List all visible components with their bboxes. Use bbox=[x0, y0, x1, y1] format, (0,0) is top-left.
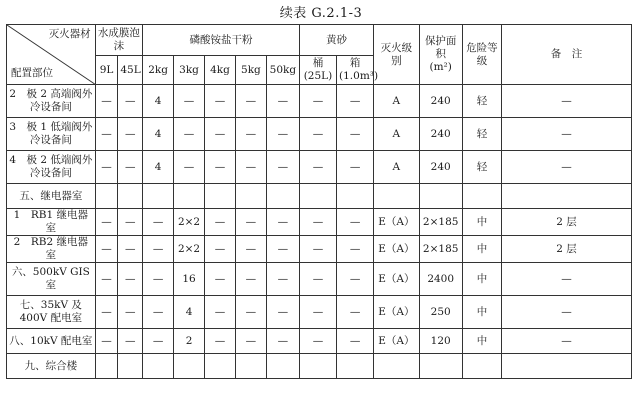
location-cell: 2 极 2 高端阀外冷设备间 bbox=[7, 85, 96, 118]
subheader-foam-45l: 45L bbox=[118, 56, 143, 85]
location-cell: 九、综合楼 bbox=[7, 354, 96, 379]
powder-3kg-cell: 2×2 bbox=[174, 209, 205, 236]
powder-3kg-cell: — bbox=[174, 85, 205, 118]
powder-4kg-cell: — bbox=[205, 236, 236, 263]
powder-4kg-cell: — bbox=[205, 85, 236, 118]
fire-class-cell: E（A） bbox=[374, 296, 419, 329]
foam-45l-cell bbox=[118, 354, 143, 379]
location-cell: 五、继电器室 bbox=[7, 184, 96, 209]
table-caption: 续表 G.2.1-3 bbox=[279, 6, 363, 21]
header-foam: 水成膜泡沫 bbox=[95, 25, 142, 56]
hazard-cell: 中 bbox=[462, 329, 501, 354]
hazard-cell: 中 bbox=[462, 209, 501, 236]
subheader-box-volume: (1.0m³) bbox=[339, 70, 379, 82]
fire-class-cell: E（A） bbox=[374, 236, 419, 263]
fire-equipment-table bbox=[6, 24, 632, 379]
powder-5kg-cell: — bbox=[235, 209, 266, 236]
subheader-sand-bucket bbox=[299, 56, 336, 85]
sand-bucket-cell: — bbox=[299, 151, 336, 184]
header-area bbox=[419, 25, 462, 85]
table-row bbox=[7, 329, 632, 354]
powder-2kg-cell: — bbox=[143, 236, 174, 263]
remark-cell: — bbox=[502, 85, 632, 118]
sand-box-cell bbox=[337, 184, 374, 209]
location-cell: 六、500kV GIS 室 bbox=[7, 263, 96, 296]
subheader-powder-2kg: 2kg bbox=[143, 56, 174, 85]
area-cell bbox=[419, 184, 462, 209]
powder-4kg-cell: — bbox=[205, 329, 236, 354]
powder-4kg-cell: — bbox=[205, 209, 236, 236]
subheader-box-label: 箱 bbox=[349, 57, 361, 69]
powder-3kg-cell: 2 bbox=[174, 329, 205, 354]
area-cell: 240 bbox=[419, 151, 462, 184]
area-cell: 120 bbox=[419, 329, 462, 354]
location-cell: 3 极 1 低端阀外冷设备间 bbox=[7, 118, 96, 151]
powder-5kg-cell: — bbox=[235, 236, 266, 263]
powder-50kg-cell: — bbox=[266, 263, 299, 296]
table-row bbox=[7, 296, 632, 329]
table-row bbox=[7, 236, 632, 263]
hazard-cell: 中 bbox=[462, 296, 501, 329]
sand-bucket-cell: — bbox=[299, 209, 336, 236]
fire-class-cell: A bbox=[374, 85, 419, 118]
powder-4kg-cell bbox=[205, 184, 236, 209]
header-location: 配置部位 bbox=[11, 67, 53, 79]
sand-box-cell: — bbox=[337, 296, 374, 329]
remark-cell: 2 层 bbox=[502, 236, 632, 263]
subheader-powder-4kg: 4kg bbox=[205, 56, 236, 85]
foam-45l-cell: — bbox=[118, 263, 143, 296]
header-equipment: 灭火器材 bbox=[48, 28, 91, 40]
sand-bucket-cell: — bbox=[299, 118, 336, 151]
foam-45l-cell: — bbox=[118, 151, 143, 184]
powder-3kg-cell: 4 bbox=[174, 296, 205, 329]
foam-9l-cell: — bbox=[95, 329, 118, 354]
area-cell: 2400 bbox=[419, 263, 462, 296]
remark-cell: — bbox=[502, 296, 632, 329]
foam-45l-cell: — bbox=[118, 209, 143, 236]
sand-bucket-cell bbox=[299, 184, 336, 209]
subheader-bucket-volume: (25L) bbox=[303, 70, 333, 82]
sand-box-cell: — bbox=[337, 329, 374, 354]
powder-2kg-cell: 4 bbox=[143, 151, 174, 184]
powder-2kg-cell: — bbox=[143, 296, 174, 329]
powder-4kg-cell: — bbox=[205, 118, 236, 151]
foam-9l-cell bbox=[95, 184, 118, 209]
sand-bucket-cell: — bbox=[299, 329, 336, 354]
powder-50kg-cell: — bbox=[266, 85, 299, 118]
foam-45l-cell: — bbox=[118, 85, 143, 118]
sand-bucket-cell: — bbox=[299, 296, 336, 329]
table-row bbox=[7, 209, 632, 236]
table-row bbox=[7, 151, 632, 184]
location-cell: 4 极 2 低端阀外冷设备间 bbox=[7, 151, 96, 184]
sand-box-cell: — bbox=[337, 236, 374, 263]
powder-3kg-cell bbox=[174, 354, 205, 379]
sand-box-cell: — bbox=[337, 85, 374, 118]
table-row bbox=[7, 184, 632, 209]
hazard-cell: 轻 bbox=[462, 85, 501, 118]
remark-cell bbox=[502, 184, 632, 209]
area-cell: 2×185 bbox=[419, 236, 462, 263]
foam-9l-cell: — bbox=[95, 151, 118, 184]
foam-9l-cell: — bbox=[95, 85, 118, 118]
location-cell: 七、35kV 及 400V 配电室 bbox=[7, 296, 96, 329]
fire-class-cell bbox=[374, 184, 419, 209]
foam-9l-cell: — bbox=[95, 209, 118, 236]
powder-50kg-cell: — bbox=[266, 151, 299, 184]
header-hazard: 危险等级 bbox=[462, 25, 501, 85]
remark-cell: — bbox=[502, 118, 632, 151]
foam-9l-cell: — bbox=[95, 118, 118, 151]
fire-class-cell bbox=[374, 354, 419, 379]
foam-45l-cell: — bbox=[118, 296, 143, 329]
sand-bucket-cell: — bbox=[299, 263, 336, 296]
table-row bbox=[7, 118, 632, 151]
sand-box-cell: — bbox=[337, 151, 374, 184]
foam-45l-cell bbox=[118, 184, 143, 209]
fire-class-cell: E（A） bbox=[374, 329, 419, 354]
powder-4kg-cell: — bbox=[205, 151, 236, 184]
foam-9l-cell: — bbox=[95, 236, 118, 263]
header-remarks: 备 注 bbox=[502, 25, 632, 85]
powder-5kg-cell: — bbox=[235, 329, 266, 354]
powder-50kg-cell: — bbox=[266, 236, 299, 263]
area-cell bbox=[419, 354, 462, 379]
sand-box-cell: — bbox=[337, 118, 374, 151]
remark-cell: 2 层 bbox=[502, 209, 632, 236]
header-fire-class: 灭火级别 bbox=[374, 25, 419, 85]
remark-cell: — bbox=[502, 151, 632, 184]
powder-4kg-cell bbox=[205, 354, 236, 379]
powder-2kg-cell: 4 bbox=[143, 85, 174, 118]
powder-5kg-cell: — bbox=[235, 263, 266, 296]
powder-5kg-cell bbox=[235, 184, 266, 209]
foam-45l-cell: — bbox=[118, 236, 143, 263]
hazard-cell: 中 bbox=[462, 236, 501, 263]
sand-bucket-cell: — bbox=[299, 85, 336, 118]
powder-50kg-cell: — bbox=[266, 329, 299, 354]
table-row bbox=[7, 263, 632, 296]
subheader-foam-9l: 9L bbox=[95, 56, 118, 85]
powder-3kg-cell: 2×2 bbox=[174, 236, 205, 263]
hazard-cell bbox=[462, 184, 501, 209]
fire-class-cell: E（A） bbox=[374, 209, 419, 236]
powder-5kg-cell bbox=[235, 354, 266, 379]
powder-5kg-cell: — bbox=[235, 118, 266, 151]
sand-bucket-cell bbox=[299, 354, 336, 379]
hazard-cell: 轻 bbox=[462, 151, 501, 184]
location-cell: 2 RB2 继电器室 bbox=[7, 236, 96, 263]
foam-45l-cell: — bbox=[118, 329, 143, 354]
powder-4kg-cell: — bbox=[205, 263, 236, 296]
subheader-powder-50kg: 50kg bbox=[266, 56, 299, 85]
fire-class-cell: E（A） bbox=[374, 263, 419, 296]
powder-50kg-cell bbox=[266, 354, 299, 379]
header-area-label: 保护面积 bbox=[424, 35, 457, 60]
powder-50kg-cell: — bbox=[266, 296, 299, 329]
foam-9l-cell: — bbox=[95, 263, 118, 296]
table-row bbox=[7, 85, 632, 118]
area-cell: 2×185 bbox=[419, 209, 462, 236]
powder-5kg-cell: — bbox=[235, 151, 266, 184]
powder-2kg-cell: — bbox=[143, 263, 174, 296]
area-cell: 250 bbox=[419, 296, 462, 329]
header-sand: 黄砂 bbox=[299, 25, 373, 56]
area-cell: 240 bbox=[419, 85, 462, 118]
powder-2kg-cell bbox=[143, 184, 174, 209]
remark-cell bbox=[502, 354, 632, 379]
powder-2kg-cell: — bbox=[143, 209, 174, 236]
foam-9l-cell bbox=[95, 354, 118, 379]
powder-50kg-cell: — bbox=[266, 209, 299, 236]
powder-5kg-cell: — bbox=[235, 85, 266, 118]
subheader-bucket-label: 桶 bbox=[312, 57, 324, 69]
subheader-powder-3kg: 3kg bbox=[174, 56, 205, 85]
powder-3kg-cell: — bbox=[174, 151, 205, 184]
powder-5kg-cell: — bbox=[235, 296, 266, 329]
subheader-sand-box bbox=[337, 56, 379, 85]
area-cell: 240 bbox=[419, 118, 462, 151]
hazard-cell bbox=[462, 354, 501, 379]
location-cell: 1 RB1 继电器室 bbox=[7, 209, 96, 236]
powder-50kg-cell bbox=[266, 184, 299, 209]
header-row-1 bbox=[7, 25, 632, 56]
sand-box-cell: — bbox=[337, 209, 374, 236]
powder-2kg-cell: 4 bbox=[143, 118, 174, 151]
subheader-powder-5kg: 5kg bbox=[235, 56, 266, 85]
foam-9l-cell: — bbox=[95, 296, 118, 329]
powder-3kg-cell: — bbox=[174, 118, 205, 151]
header-area-unit: (m²) bbox=[429, 61, 452, 73]
powder-2kg-cell bbox=[143, 354, 174, 379]
powder-4kg-cell: — bbox=[205, 296, 236, 329]
sand-box-cell bbox=[337, 354, 374, 379]
header-powder: 磷酸铵盐干粉 bbox=[143, 25, 300, 56]
remark-cell: — bbox=[502, 263, 632, 296]
powder-50kg-cell: — bbox=[266, 118, 299, 151]
powder-3kg-cell bbox=[174, 184, 205, 209]
sand-box-cell: — bbox=[337, 263, 374, 296]
location-cell: 八、10kV 配电室 bbox=[7, 329, 96, 354]
foam-45l-cell: — bbox=[118, 118, 143, 151]
table-body bbox=[7, 85, 632, 379]
table-row bbox=[7, 354, 632, 379]
remark-cell: — bbox=[502, 329, 632, 354]
powder-3kg-cell: 16 bbox=[174, 263, 205, 296]
fire-class-cell: A bbox=[374, 151, 419, 184]
powder-2kg-cell: — bbox=[143, 329, 174, 354]
corner-header-cell bbox=[7, 25, 96, 85]
fire-class-cell: A bbox=[374, 118, 419, 151]
hazard-cell: 轻 bbox=[462, 118, 501, 151]
hazard-cell: 中 bbox=[462, 263, 501, 296]
sand-bucket-cell: — bbox=[299, 236, 336, 263]
